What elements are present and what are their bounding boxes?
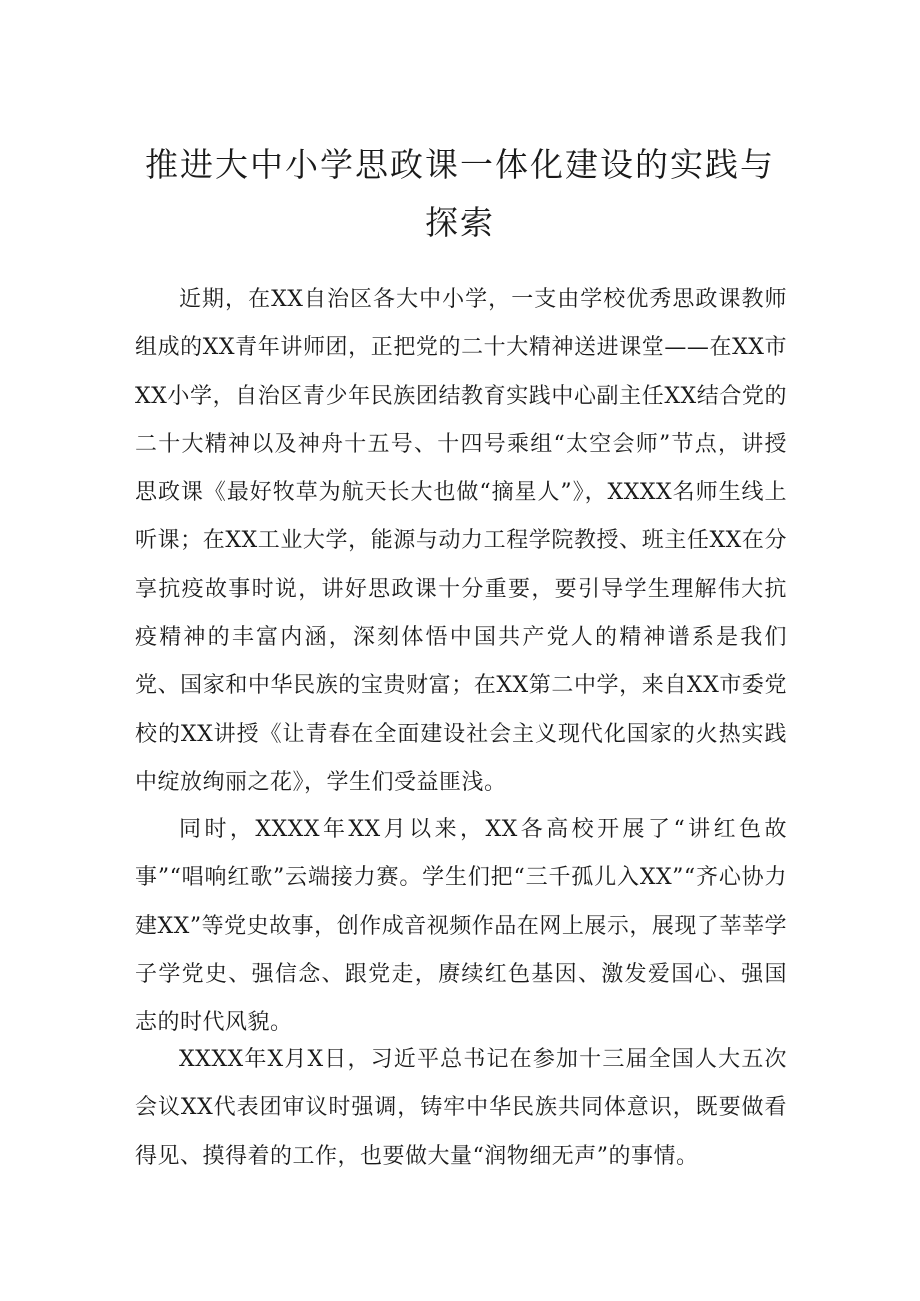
title-line-2: 探索 [425,203,495,242]
title-line-1: 推进大中小学思政课一体化建设的实践与 [145,145,775,184]
paragraph-3: XXXX年X月X日，习近平总书记在参加十三届全国人大五次会议XX代表团审议时强调，铸牢中华民族共同体意识，既要做看得见、摸得着的工作，也要做大量“润物细无声”的事情。 [135,1047,787,1169]
document-title [120,136,800,252]
paragraph-1: 近期，在XX自治区各大中小学，一支由学校优秀思政课教师组成的XX青年讲师团，正把党的二十大精神送进课堂——在XX市XX小学，自治区青少年民族团结教育实践中心副主任XX结合党的二十大精神以及神舟十五号、十四号乘组“太空会师”节点，讲授思政课《最好牧草为航天长大也做“摘星人”》，XXXX名师生线上听课；在XX工业大学，能源与动力工程学院教授、班主任XX在分享抗疫故事时说，讲好思政课十分重要，要引导学生理解伟大抗疫精神的丰富内涵，深刻体悟中国共产党人的精神谱系是我们党、国家和中华民族的宝贵财富；在XX第二中学，来自XX市委党校的XX讲授《让青春在全面建设社会主义现代化国家的火热实践中绽放绚丽之花》，学生们受益匪浅。 [135,287,787,795]
paragraph-2: 同时，XXXX年XX月以来，XX各高校开展了“讲红色故事”“唱响红歌”云端接力赛。学生们把“三千孤儿入XX”“齐心协力建XX”等党史故事，创作成音视频作品在网上展示，展现了莘莘学子学党史、强信念、跟党走，赓续红色基因、激发爱国心、强国志的时代风貌。 [135,817,787,1036]
